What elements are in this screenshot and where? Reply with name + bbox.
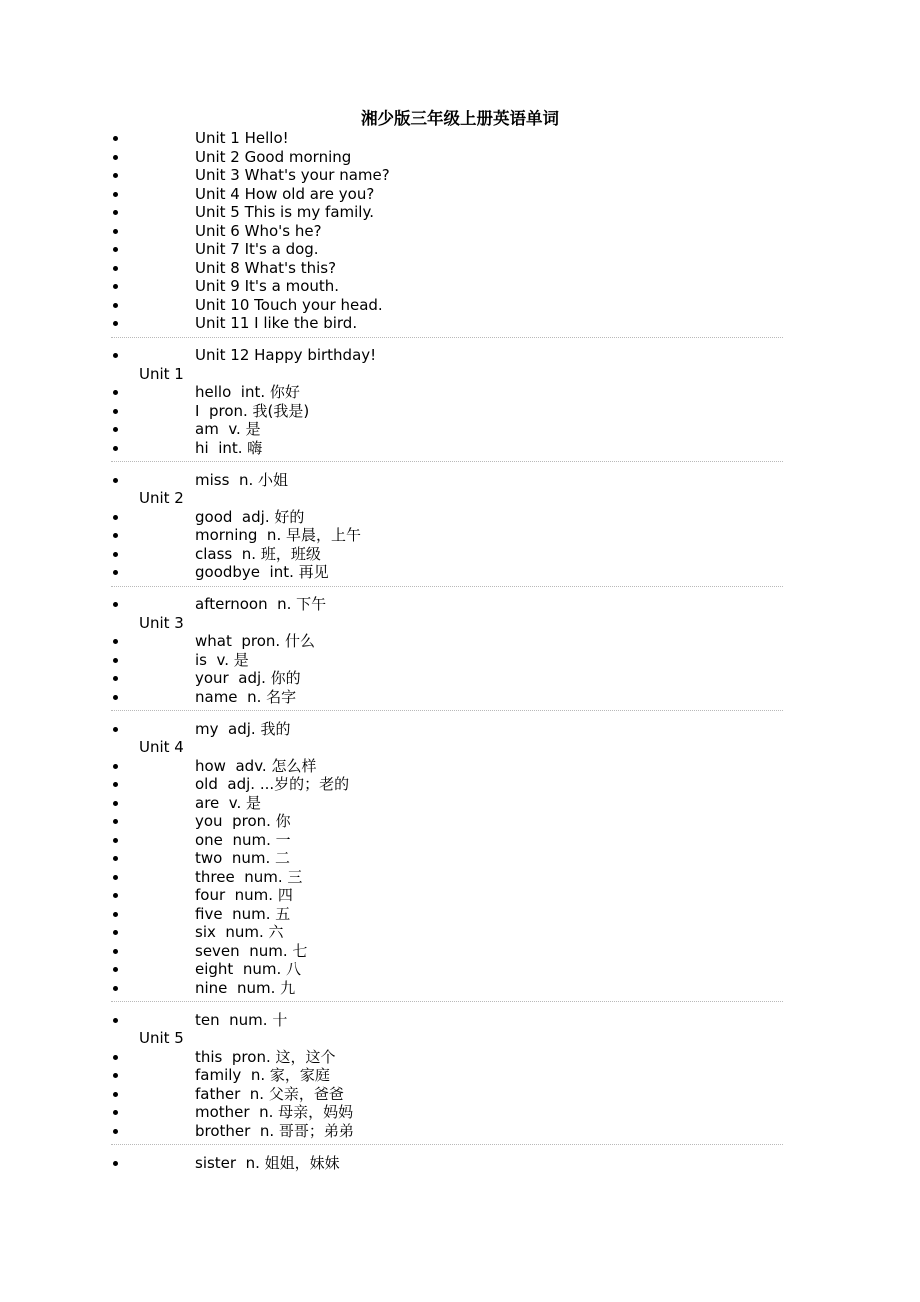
word-item [0, 1048, 920, 1067]
contents-item-text: Unit 11 I like the bird. [195, 314, 358, 332]
word-item [0, 471, 920, 490]
word-item [0, 383, 920, 402]
word-item [0, 942, 920, 961]
bullet-icon [113, 155, 118, 160]
bullet-icon [113, 639, 118, 644]
word-item [0, 1103, 920, 1122]
contents-item-text: Unit 8 What's this? [195, 258, 337, 277]
contents-item [0, 314, 920, 333]
word-item [0, 831, 920, 850]
word-item-text: this pron. 这，这个 [195, 1047, 336, 1066]
word-item-text: seven num. 七 [195, 941, 308, 960]
word-item [0, 688, 920, 707]
bullet-icon [113, 1018, 118, 1023]
unit-heading-label: Unit 2 [139, 489, 184, 507]
word-item [0, 757, 920, 776]
contents-item [0, 148, 920, 167]
bullet-icon [113, 602, 118, 607]
word-item [0, 595, 920, 614]
bullet-icon [113, 552, 118, 557]
contents-item [0, 166, 920, 185]
bullet-icon [113, 390, 118, 395]
word-item [0, 849, 920, 868]
word-item-text: afternoon n. 下午 [195, 595, 327, 613]
contents-item [0, 203, 920, 222]
bullet-icon [113, 478, 118, 483]
bullet-icon [113, 446, 118, 451]
section-divider [0, 457, 920, 471]
contents-item [0, 129, 920, 148]
word-item-text: my adj. 我的 [195, 719, 291, 738]
bullet-icon [113, 986, 118, 991]
bullet-icon [113, 570, 118, 575]
contents-item [0, 222, 920, 241]
word-item-text: mother n. 母亲，妈妈 [195, 1103, 354, 1121]
bullet-icon [113, 658, 118, 663]
bullet-icon [113, 1092, 118, 1097]
word-item-text: what pron. 什么 [195, 632, 315, 650]
word-item [0, 905, 920, 924]
word-item-text: eight num. 八 [195, 960, 302, 978]
bullet-icon [113, 229, 118, 234]
word-item-text: old adj. ...岁的；老的 [195, 775, 350, 793]
bullet-icon [113, 949, 118, 954]
contents-item-text: Unit 3 What's your name? [195, 166, 390, 184]
unit-heading-label: Unit 4 [139, 738, 184, 756]
bullet-icon [113, 875, 118, 880]
word-item-text: five num. 五 [195, 904, 291, 923]
word-item-text: hi int. 嗨 [195, 438, 263, 457]
bullet-icon [113, 727, 118, 732]
bullet-icon [113, 764, 118, 769]
word-item [0, 563, 920, 582]
word-item-text: good adj. 好的 [195, 507, 305, 526]
unit-heading [0, 614, 920, 633]
bullet-icon [113, 1129, 118, 1134]
word-item-text: father n. 父亲，爸爸 [195, 1084, 344, 1103]
section-divider [0, 706, 920, 720]
word-item [0, 775, 920, 794]
word-item-text: miss n. 小姐 [195, 470, 288, 489]
bullet-icon [113, 1161, 118, 1166]
word-item-text: hello int. 你好 [195, 383, 300, 401]
bullet-icon [113, 856, 118, 861]
word-item [0, 960, 920, 979]
word-item [0, 439, 920, 458]
contents-item [0, 185, 920, 204]
word-item [0, 868, 920, 887]
bullet-icon [113, 801, 118, 806]
word-item [0, 545, 920, 564]
bullet-icon [113, 930, 118, 935]
word-item [0, 402, 920, 421]
bullet-icon [113, 838, 118, 843]
word-item [0, 1066, 920, 1085]
contents-item [0, 296, 920, 315]
bullet-icon [113, 321, 118, 326]
bullet-icon [113, 353, 118, 358]
unit-heading [0, 1029, 920, 1048]
bullet-icon [113, 676, 118, 681]
word-item-text: four num. 四 [195, 886, 293, 904]
contents-item [0, 259, 920, 278]
word-item [0, 669, 920, 688]
word-item [0, 1154, 920, 1173]
unit-heading-label: Unit 5 [139, 1029, 184, 1047]
word-item [0, 651, 920, 670]
word-item-text: Unit 12 Happy birthday! [195, 346, 377, 364]
bullet-icon [113, 1110, 118, 1115]
bullet-icon [113, 136, 118, 141]
word-item-text: you pron. 你 [195, 812, 291, 830]
word-item-text: class n. 班，班级 [195, 544, 321, 563]
word-item-text: your adj. 你的 [195, 669, 301, 687]
word-item [0, 720, 920, 739]
word-item-text: one num. 一 [195, 830, 291, 849]
bullet-icon [113, 192, 118, 197]
word-list [0, 129, 920, 1172]
contents-item [0, 277, 920, 296]
word-item-text: morning n. 早晨，上午 [195, 526, 361, 544]
word-item [0, 508, 920, 527]
unit-heading-label: Unit 1 [139, 364, 184, 383]
word-item [0, 923, 920, 942]
word-item [0, 812, 920, 831]
bullet-icon [113, 912, 118, 917]
unit-heading [0, 489, 920, 508]
word-item-text: name n. 名字 [195, 687, 297, 706]
contents-item-text: Unit 5 This is my family. [195, 203, 374, 221]
bullet-icon [113, 247, 118, 252]
bullet-icon [113, 1055, 118, 1060]
bullet-icon [113, 210, 118, 215]
contents-item-text: Unit 7 It's a dog. [195, 240, 319, 258]
bullet-icon [113, 173, 118, 178]
contents-item-text: Unit 4 How old are you? [195, 184, 375, 203]
unit-heading-label: Unit 3 [139, 613, 184, 632]
word-item-text: six num. 六 [195, 923, 284, 941]
word-item-text: three num. 三 [195, 867, 303, 886]
word-item-text: I pron. 我(我是) [195, 401, 310, 420]
bullet-icon [113, 427, 118, 432]
word-item [0, 632, 920, 651]
bullet-icon [113, 533, 118, 538]
word-item-text: goodbye int. 再见 [195, 563, 329, 581]
bullet-icon [113, 1073, 118, 1078]
word-item [0, 526, 920, 545]
word-item-text: two num. 二 [195, 849, 291, 867]
bullet-icon [113, 893, 118, 898]
word-item [0, 1011, 920, 1030]
word-item-text: am v. 是 [195, 420, 261, 438]
unit-heading [0, 738, 920, 757]
page-title: 湘少版三年级上册英语单词 [361, 109, 559, 128]
word-item-text: nine num. 九 [195, 978, 296, 997]
word-item [0, 794, 920, 813]
unit-heading [0, 365, 920, 384]
section-divider [0, 333, 920, 347]
contents-item-text: Unit 6 Who's he? [195, 221, 322, 240]
word-item-text: sister n. 姐姐，妹妹 [195, 1153, 340, 1172]
contents-item-text: Unit 9 It's a mouth. [195, 277, 340, 295]
word-item [0, 1085, 920, 1104]
contents-item [0, 240, 920, 259]
section-divider [0, 582, 920, 596]
bullet-icon [113, 409, 118, 414]
word-item [0, 1122, 920, 1141]
word-item-text: family n. 家，家庭 [195, 1066, 330, 1084]
bullet-icon [113, 284, 118, 289]
contents-item-text: Unit 10 Touch your head. [195, 295, 383, 314]
word-item [0, 979, 920, 998]
word-item-text: ten num. 十 [195, 1010, 288, 1029]
word-item-text: brother n. 哥哥；弟弟 [195, 1121, 354, 1140]
word-item-text: how adv. 怎么样 [195, 756, 317, 775]
word-item [0, 886, 920, 905]
word-item [0, 420, 920, 439]
word-item-text: are v. 是 [195, 793, 262, 812]
bullet-icon [113, 695, 118, 700]
bullet-icon [113, 819, 118, 824]
bullet-icon [113, 266, 118, 271]
contents-item-text: Unit 2 Good morning [195, 147, 352, 166]
bullet-icon [113, 303, 118, 308]
bullet-icon [113, 515, 118, 520]
bullet-icon [113, 967, 118, 972]
section-divider [0, 1140, 920, 1154]
contents-item-text: Unit 1 Hello! [195, 129, 289, 147]
section-divider [0, 997, 920, 1011]
word-item-text: is v. 是 [195, 650, 249, 669]
bullet-icon [113, 782, 118, 787]
word-item [0, 346, 920, 365]
